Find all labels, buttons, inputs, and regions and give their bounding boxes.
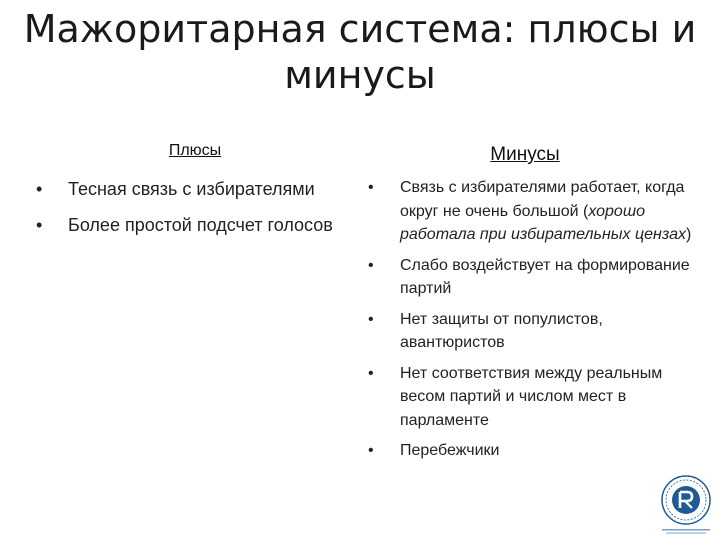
cons-item-text-close: ): [686, 226, 692, 243]
cons-heading: Минусы: [490, 144, 560, 165]
cons-item: • Слабо воздействует на формирование партий: [368, 254, 698, 301]
cons-item: • Нет соответствия между реальным весом партий и числом мест в парламенте: [368, 362, 698, 433]
cons-item: [368, 176, 698, 247]
pros-item: • Тесная связь с избирателями: [36, 176, 336, 202]
pros-item: • Более простой подсчет голосов: [36, 212, 336, 238]
pros-heading: Плюсы: [168, 142, 222, 159]
slide-title: Мажоритарная система: плюсы и минусы: [23, 7, 697, 97]
seal-caption-line: [666, 533, 706, 534]
university-seal-icon: [656, 474, 716, 536]
cons-item: • Перебежчики: [368, 439, 698, 463]
university-seal-graphic: [656, 474, 716, 536]
cons-item: • Нет защиты от популистов, авантюристов: [368, 308, 698, 355]
pros-list: [36, 176, 336, 248]
cons-item-text: Связь с избирателями работает, когда округ не очень большой (: [400, 179, 685, 220]
seal-caption-line: [662, 529, 710, 531]
cons-item-italic-note: хорошо работала при избирательных цензах: [400, 202, 686, 243]
cons-list: [368, 176, 698, 470]
